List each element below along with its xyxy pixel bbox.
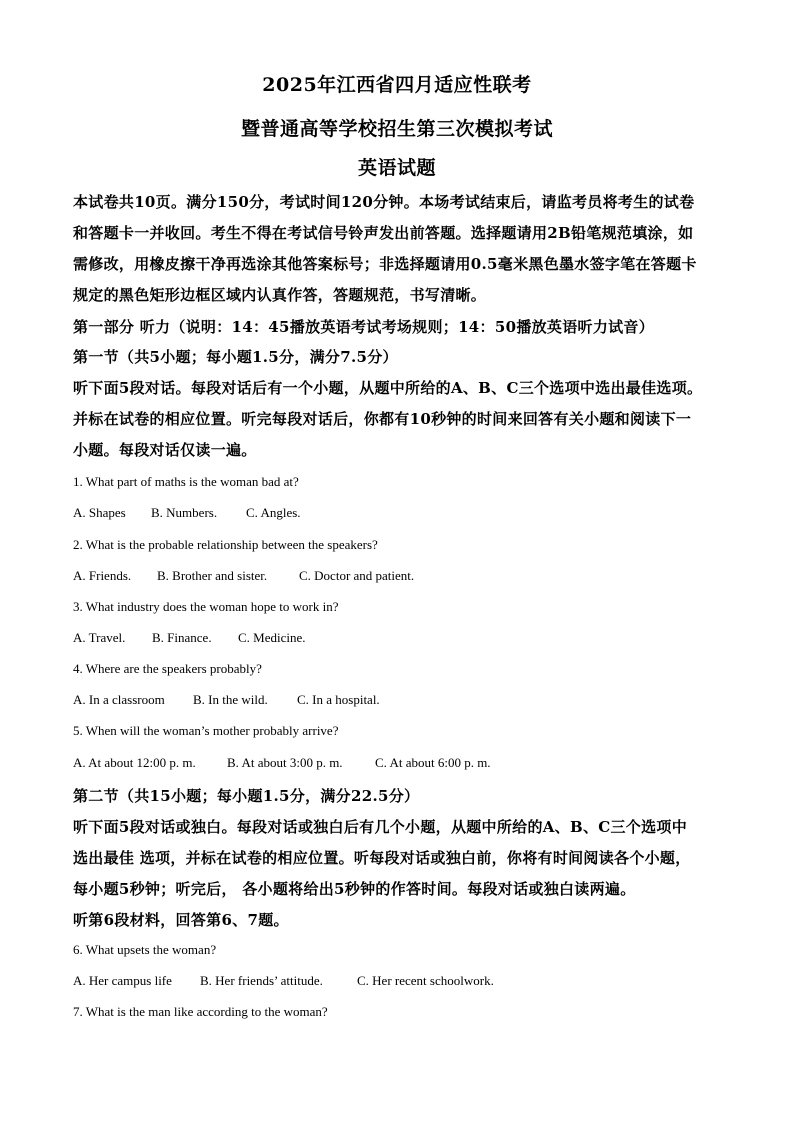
section-heading: 第二节（共15小题；每小题1.5分，满分22.5分） [73, 787, 420, 805]
exam-title: 2025年江西省四月适应性联考 [262, 74, 532, 96]
option-c: C. Her recent schoolwork. [357, 973, 494, 988]
material-instruction: 听第6段材料，回答第6、7题。 [73, 911, 289, 929]
option-c: C. Medicine. [238, 630, 306, 645]
instructions-line: 本试卷共10页。满分150分，考试时间120分钟。本场考试结束后，请监考员将考生的试卷 [73, 193, 695, 211]
part-heading: 第一部分 听力（说明：14：45播放英语考试考场规则；14：50播放英语听力试音） [73, 318, 655, 336]
option-b: B. Her friends’ attitude. [200, 973, 323, 988]
option-b: B. At about 3:00 p. m. [227, 755, 343, 770]
section-heading: 第一节（共5小题；每小题1.5分，满分7.5分） [73, 348, 398, 366]
question-6: 6. What upsets the woman? [73, 942, 217, 957]
question-3: 3. What industry does the woman hope to work in? [73, 599, 339, 614]
question-2: 2. What is the probable relationship between the speakers? [73, 537, 378, 552]
question-1: 1. What part of maths is the woman bad at? [73, 474, 299, 489]
question-4: 4. Where are the speakers probably? [73, 661, 262, 676]
option-b: B. Finance. [152, 630, 212, 645]
instructions-line: 和答题卡一并收回。考生不得在考试信号铃声发出前答题。选择题请用2B铅笔规范填涂，如 [73, 224, 694, 242]
options-3 [73, 630, 306, 646]
exam-subtitle: 暨普通高等学校招生第三次模拟考试 [240, 118, 553, 140]
option-c: C. In a hospital. [297, 692, 380, 707]
options-5 [73, 755, 491, 771]
section-description-line: 听下面5段对话或独白。每段对话或独白后有几个小题，从题中所给的A、B、C三个选项中 [73, 818, 687, 836]
option-b: B. Brother and sister. [157, 568, 268, 583]
options-4 [73, 692, 380, 708]
option-a: A. Shapes [73, 505, 126, 520]
section-description-line: 并标在试卷的相应位置。听完每段对话后，你都有10秒钟的时间来回答有关小题和阅读下一 [73, 410, 692, 428]
question-7: 7. What is the man like according to the woman? [73, 1004, 328, 1019]
options-6 [73, 973, 494, 989]
options-2 [73, 568, 414, 584]
options-1 [73, 505, 301, 521]
section-description-line: 选出最佳 选项，并标在试卷的相应位置。听每段对话或独白前，你将有时间阅读各个小题， [73, 849, 691, 867]
option-a: A. In a classroom [73, 692, 165, 707]
section-description-line: 每小题5秒钟；听完后， 各小题将给出5秒钟的作答时间。每段对话或独白读两遍。 [73, 880, 636, 898]
instructions-line: 需修改，用橡皮擦干净再选涂其他答案标号；非选择题请用0.5毫米黑色墨水签字笔在答题卡 [73, 255, 697, 273]
subject-title: 英语试题 [357, 157, 436, 179]
option-c: C. Doctor and patient. [299, 568, 415, 583]
section-description-line: 小题。每段对话仅读一遍。 [73, 441, 257, 459]
option-a: A. Her campus life [73, 973, 172, 988]
option-a: A. Friends. [73, 568, 132, 583]
option-b: B. In the wild. [193, 692, 268, 707]
question-5: 5. When will the woman’s mother probably arrive? [73, 723, 339, 738]
option-a: A. At about 12:00 p. m. [73, 755, 196, 770]
option-c: C. Angles. [246, 505, 301, 520]
option-b: B. Numbers. [151, 505, 218, 520]
instructions-line: 规定的黑色矩形边框区域内认真作答，答题规范，书写清晰。 [73, 286, 487, 304]
section-description-line: 听下面5段对话。每段对话后有一个小题，从题中所给的A、B、C三个选项中选出最佳选项。 [73, 379, 703, 397]
option-c: C. At about 6:00 p. m. [375, 755, 491, 770]
option-a: A. Travel. [73, 630, 126, 645]
